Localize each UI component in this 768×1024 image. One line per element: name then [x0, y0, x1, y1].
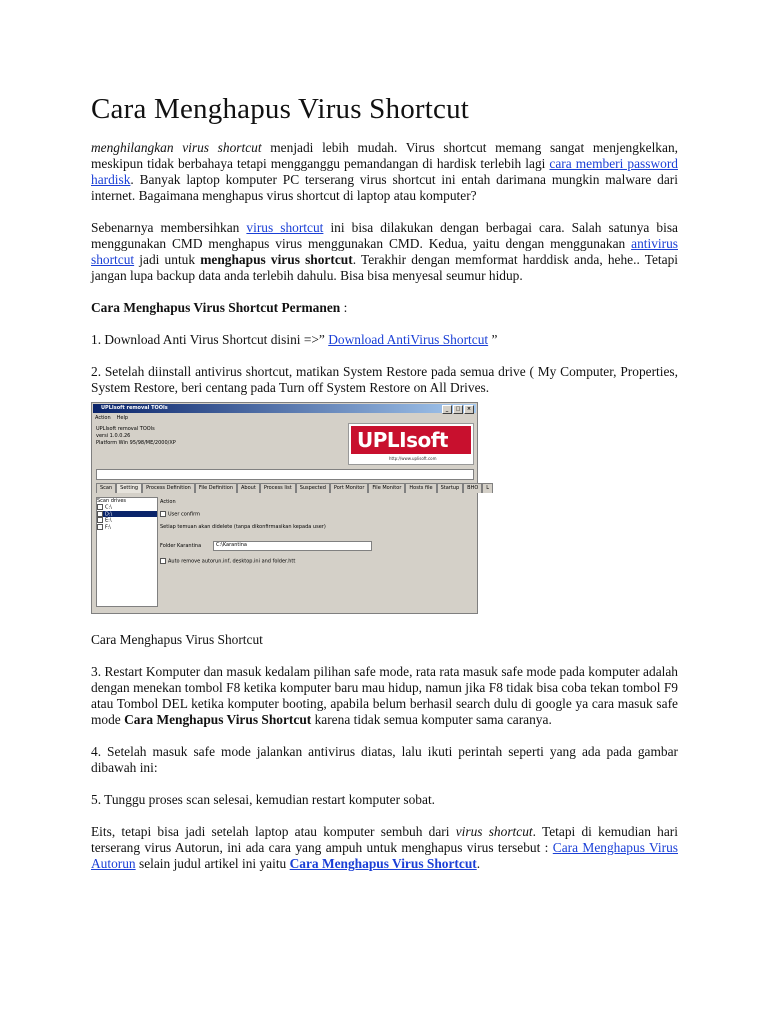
paragraph-2: [91, 220, 678, 284]
step-3: [91, 664, 678, 728]
tab-process-definition: Process Definition: [142, 483, 195, 493]
tab-about: About: [237, 483, 260, 493]
app-info: [96, 426, 176, 447]
step-4: 4. Setelah masuk safe mode jalankan antivirus diatas, lalu ikuti perintah seperti yang ada pada gambar dibawah ini:: [91, 744, 678, 775]
checkbox-icon: [97, 511, 103, 517]
figure-caption: Cara Menghapus Virus Shortcut: [91, 632, 263, 647]
tab-suspected: Suspected: [296, 483, 330, 493]
step3-bold: Cara Menghapus Virus Shortcut: [124, 712, 312, 727]
page-title: Cara Menghapus Virus Shortcut: [91, 93, 470, 125]
step-5: 5. Tunggu proses scan selesai, kemudian restart komputer sobat.: [91, 792, 436, 807]
article-content: [91, 92, 678, 888]
section-heading-suffix: :: [340, 300, 348, 315]
folder-field: C:\Karantina: [213, 541, 372, 551]
intro-italic: menghilangkan virus shortcut: [91, 140, 262, 155]
folder-label: Folder Karantina: [160, 543, 202, 549]
tab-strip: [96, 483, 490, 493]
drive-label: F:\: [105, 524, 111, 530]
maximize-icon: □: [453, 405, 463, 414]
section-heading-bold: Cara Menghapus Virus Shortcut Permanen: [91, 300, 341, 315]
link-password-hardisk[interactable]: cara memberi password hardisk: [91, 156, 678, 187]
link-virus-autorun[interactable]: Cara Menghapus Virus Autorun: [91, 840, 678, 871]
step-1: [91, 332, 678, 348]
info-line: versi 1.0.0.26: [96, 433, 131, 439]
tab-hosts-file: Hosts file: [405, 483, 436, 493]
progress-bar: [96, 469, 474, 480]
menu-action: Action: [95, 415, 111, 421]
option-label: Auto remove autorun.inf, desktop.ini and folder.htt: [168, 558, 296, 565]
link-bold-text: Cara Menghapus Virus Shortcut: [289, 856, 477, 871]
window-menubar: [95, 415, 128, 421]
step3-text-1: 3. Restart Komputer dan masuk kedalam pilihan safe mode, rata rata masuk safe mode pada komputer adalah dengan menekan tombol F8 ketika komputer baru mau hidup, namun jika F8 tidak bisa coba tekan tombol F9 atau Tombol DEL ketika komputer booting, apabila belum berhasil search dulu di google ya cara masuk safe mode: [91, 664, 678, 727]
tab-file-monitor: File Monitor: [368, 483, 405, 493]
tab-file-definition: File Definition: [195, 483, 237, 493]
step1-text-1: 1. Download Anti Virus Shortcut disini =>”: [91, 332, 329, 347]
screenshot-figure: [91, 402, 490, 614]
tab-more: L: [482, 483, 493, 493]
logo-url: http://www.uplisoft.com: [389, 456, 437, 461]
checkbox-icon: [97, 504, 103, 510]
tab-startup: Startup: [437, 483, 464, 493]
uplisoft-logo: [348, 423, 474, 465]
option-description: Setiap temuan akan didelete (tanpa dikonfirmasikan kepada user): [160, 524, 326, 530]
menu-help: Help: [116, 415, 129, 421]
option-user-confirm: [160, 511, 200, 518]
tab-process-list: Process list: [260, 483, 296, 493]
step1-text-2: ”: [488, 332, 498, 347]
para2-text-3: jadi untuk: [134, 252, 201, 267]
info-line: UPLIsoft removal TOOls: [96, 426, 155, 432]
drive-label: E:\: [105, 517, 112, 524]
para2-text-2: ini bisa dilakukan dengan berbagai cara. Salah satunya bisa menggunakan CMD menghapus virus menggunakan CMD. Kedua, yaitu dengan menggunakan: [91, 220, 678, 251]
close-icon: ×: [464, 405, 474, 414]
section-heading: [91, 300, 678, 316]
link-antivirus-shortcut[interactable]: antivirus shortcut: [91, 236, 678, 267]
closing-text-4: .: [476, 856, 481, 871]
closing-italic: virus shortcut: [455, 824, 533, 839]
window-controls: [442, 405, 474, 414]
tab-setting: Setting: [116, 483, 142, 493]
para2-bold: menghapus virus shortcut: [200, 252, 353, 267]
minimize-icon: _: [442, 405, 452, 414]
step-2: 2. Setelah diinstall antivirus shortcut, matikan System Restore pada semua drive ( My Computer, Properties, System Restore, beri centang pada Turn off System Restore on All Drives.: [91, 364, 678, 395]
tab-scan: Scan: [96, 483, 116, 493]
intro-paragraph: [91, 140, 678, 204]
tab-bho: BHO: [463, 483, 482, 493]
window-title: UPLIsoft removal TOOls: [101, 405, 168, 411]
closing-text-1: Eits, tetapi bisa jadi setelah laptop atau komputer sembuh dari: [91, 824, 456, 839]
window-titlebar: [93, 404, 476, 413]
drives-label: Scan drives: [97, 498, 127, 504]
tab-port-monitor: Port Monitor: [330, 483, 369, 493]
checkbox-icon: [160, 511, 166, 517]
link-virus-shortcut[interactable]: virus shortcut: [246, 220, 324, 235]
option-label: User confirm: [168, 511, 200, 518]
drive-label: D:\: [105, 511, 113, 517]
step3-text-2: karena tidak semua komputer sama caranya.: [311, 712, 552, 727]
action-panel: [158, 497, 472, 605]
drive-item: [97, 524, 157, 531]
para2-text-1: Sebenarnya membersihkan: [91, 220, 247, 235]
info-line: Platform Win 95/98/ME/2000/XP: [96, 440, 176, 446]
link-virus-shortcut-bold[interactable]: [290, 856, 477, 871]
drives-list: [96, 497, 158, 607]
closing-paragraph: [91, 824, 678, 872]
intro-text-2: . Banyak laptop komputer PC terserang virus shortcut ini entah darimana mungkin malware dari internet. Bagaimana menghapus virus shortcut di laptop atau komputer?: [91, 172, 678, 203]
intro-text-1: menjadi lebih mudah. Virus shortcut memang sangat menjengkelkan, meskipun tidak berbahaya tetapi mengganggu pemandangan di hardisk terlebih lagi: [91, 140, 678, 171]
checkbox-icon: [97, 517, 103, 523]
logo-word: UPLIsoft: [357, 428, 448, 452]
action-label: Action: [160, 499, 176, 505]
option-auto-remove: [160, 558, 295, 565]
link-download-antivirus[interactable]: Download AntiVirus Shortcut: [328, 332, 489, 347]
checkbox-icon: [160, 558, 166, 564]
para2-text-4: . Terakhir dengan memformat harddisk anda, hehe.. Tetapi jangan lupa backup data anda terlebih dahulu. Bisa bisa menyesal seumur hidup.: [91, 252, 679, 283]
closing-text-3: selain judul artikel ini yaitu: [135, 856, 290, 871]
checkbox-icon: [97, 524, 103, 530]
drive-label: C:\: [105, 504, 112, 511]
closing-text-2: . Tetapi di kemudian hari terserang virus Autorun, ini ada cara yang ampuh untuk menghapus virus tersebut :: [91, 824, 678, 855]
